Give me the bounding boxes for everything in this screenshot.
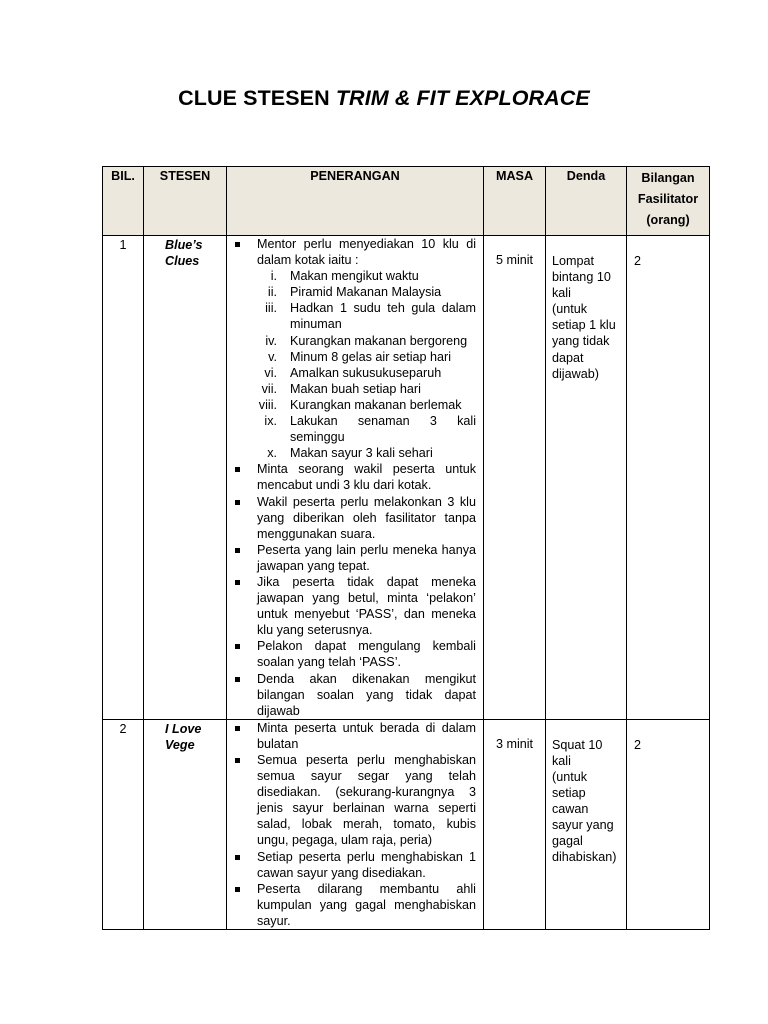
title-prefix: CLUE STESEN: [178, 86, 336, 110]
roman-numeral: vii.: [261, 381, 277, 396]
header-bilangan-line: (orang): [646, 213, 690, 227]
denda-line: setiap 1 klu: [552, 318, 616, 333]
stesen-line: Vege: [165, 737, 195, 752]
bullet-icon: [235, 887, 240, 892]
table-body: [103, 236, 710, 930]
penerangan-item: [233, 236, 476, 461]
header-stesen: STESEN: [144, 167, 227, 236]
stesen-line: Clues: [165, 254, 200, 269]
denda-line: dijawab): [552, 366, 599, 381]
denda-line: Squat 10: [552, 737, 603, 752]
stesen-line: I Love: [165, 721, 202, 736]
roman-item: [257, 397, 476, 413]
bullet-icon: [235, 580, 240, 585]
header-row: [103, 167, 710, 236]
roman-text: Makan buah setiap hari: [290, 381, 421, 396]
penerangan-text: Denda akan dikenakan mengikut bilangan soalan yang tidak dapat dijawab: [257, 671, 476, 718]
bullet-icon: [235, 644, 240, 649]
cell-bilangan: 2: [627, 719, 710, 929]
roman-item: [257, 413, 476, 445]
roman-text: Makan sayur 3 kali sehari: [290, 446, 433, 461]
cell-stesen: [144, 236, 227, 720]
denda-line: kali: [552, 286, 571, 301]
roman-text: Kurangkan makanan bergoreng: [290, 333, 468, 348]
denda-line: (untuk: [552, 302, 588, 317]
roman-numeral: i.: [270, 269, 277, 284]
roman-item: [257, 268, 476, 284]
penerangan-text: Wakil peserta perlu melakonkan 3 klu yang diberikan oleh fasilitator tanpa menggunakan suara.: [257, 494, 476, 541]
roman-text: Lakukan senaman 3 kali seminggu: [290, 414, 476, 445]
penerangan-list: [233, 720, 476, 929]
bullet-icon: [235, 467, 240, 472]
denda-line: setiap: [552, 786, 586, 801]
denda-line: (untuk: [552, 770, 588, 784]
roman-item: [257, 365, 476, 381]
header-bilangan: [627, 167, 710, 236]
penerangan-item: [233, 849, 476, 881]
bullet-icon: [235, 677, 240, 682]
roman-numeral: v.: [268, 349, 277, 364]
cell-masa: 5 minit: [484, 236, 546, 720]
header-penerangan: PENERANGAN: [227, 167, 484, 236]
roman-item: [257, 349, 476, 365]
penerangan-list: [233, 236, 476, 719]
cell-denda: [546, 719, 627, 929]
roman-numeral: x.: [267, 446, 277, 461]
roman-text: Piramid Makanan Malaysia: [290, 285, 442, 300]
denda-line: kali: [552, 753, 571, 768]
header-denda: Denda: [546, 167, 627, 236]
cell-bil: 2: [103, 719, 144, 929]
title-italic: TRIM & FIT EXPLORACE: [335, 86, 590, 110]
penerangan-text: Peserta dilarang membantu ahli kumpulan yang gagal menghabiskan sayur.: [257, 881, 476, 928]
denda-line: cawan: [552, 802, 589, 817]
penerangan-text: Minta seorang wakil peserta untuk mencabut undi 3 klu dari kotak.: [257, 462, 476, 493]
header-bil: BIL.: [103, 167, 144, 236]
roman-item: [257, 284, 476, 300]
header-bilangan-line: Fasilitator: [637, 192, 699, 206]
penerangan-text: Pelakon dapat mengulang kembali soalan yang telah ‘PASS’.: [257, 639, 476, 670]
penerangan-item: [233, 638, 476, 670]
cell-bil: 1: [103, 236, 144, 720]
roman-item: [257, 333, 476, 349]
roman-numeral: iii.: [265, 301, 277, 316]
penerangan-text: Peserta yang lain perlu meneka hanya jawapan yang tepat.: [257, 542, 476, 573]
denda-line: yang tidak: [552, 334, 610, 349]
cell-stesen: [144, 719, 227, 929]
document-title: [0, 86, 768, 111]
roman-numeral: iv.: [265, 333, 277, 348]
bullet-icon: [235, 758, 240, 763]
penerangan-text: Semua peserta perlu menghabiskan semua sayur segar yang telah disediakan. (sekurang-kurangnya 3 jenis sayur berlainan warna seperti salad, lobak merah, tomato, kubis ungu, pegaga, ulam raja, peria): [257, 753, 476, 848]
bullet-icon: [235, 548, 240, 553]
header-masa: MASA: [484, 167, 546, 236]
denda-line: bintang 10: [552, 270, 611, 285]
penerangan-text: Setiap peserta perlu menghabiskan 1 cawan sayur yang disediakan.: [257, 849, 476, 880]
roman-numeral: viii.: [258, 397, 277, 412]
roman-text: Amalkan sukusukuseparuh: [290, 365, 442, 380]
roman-item: [257, 300, 476, 332]
penerangan-item: [233, 881, 476, 929]
stesen-line: Blue’s: [165, 238, 203, 252]
cell-penerangan: [227, 719, 484, 929]
denda-line: dihabiskan): [552, 850, 617, 865]
roman-numeral: vi.: [264, 365, 277, 380]
bullet-icon: [235, 500, 240, 505]
penerangan-text: Minta peserta untuk berada di dalam bulatan: [257, 720, 476, 751]
denda-line: sayur yang: [552, 818, 614, 833]
roman-text: Makan mengikut waktu: [290, 269, 419, 284]
roman-numeral: ii.: [267, 285, 277, 300]
penerangan-item: [233, 542, 476, 574]
table-row: [103, 719, 710, 929]
clue-table: [102, 166, 710, 930]
cell-penerangan: [227, 236, 484, 720]
denda-line: Lompat: [552, 254, 595, 268]
cell-denda: [546, 236, 627, 720]
table-row: [103, 236, 710, 720]
header-bilangan-line: Bilangan: [641, 171, 695, 185]
cell-masa: 3 minit: [484, 719, 546, 929]
denda-line: gagal: [552, 834, 583, 849]
bullet-icon: [235, 855, 240, 860]
penerangan-text: Mentor perlu menyediakan 10 klu di dalam kotak iaitu :: [257, 237, 476, 268]
penerangan-item: [233, 494, 476, 542]
penerangan-item: [233, 461, 476, 493]
roman-text: Kurangkan makanan berlemak: [290, 397, 462, 412]
penerangan-item: [233, 574, 476, 638]
roman-text: Hadkan 1 sudu teh gula dalam minuman: [290, 301, 476, 332]
bullet-icon: [235, 242, 240, 247]
roman-item: [257, 381, 476, 397]
roman-list: [257, 268, 476, 461]
denda-line: dapat: [552, 350, 584, 365]
penerangan-text: Jika peserta tidak dapat meneka jawapan yang betul, minta ‘pelakon’ untuk menyebut ‘PASS’, dan meneka klu yang seterusnya.: [257, 574, 476, 638]
penerangan-item: [233, 671, 476, 719]
roman-text: Minum 8 gelas air setiap hari: [290, 349, 451, 364]
bullet-icon: [235, 726, 240, 731]
cell-bilangan: 2: [627, 236, 710, 720]
roman-item: [257, 445, 476, 461]
penerangan-item: [233, 752, 476, 849]
penerangan-item: [233, 720, 476, 752]
roman-numeral: ix.: [264, 414, 277, 429]
